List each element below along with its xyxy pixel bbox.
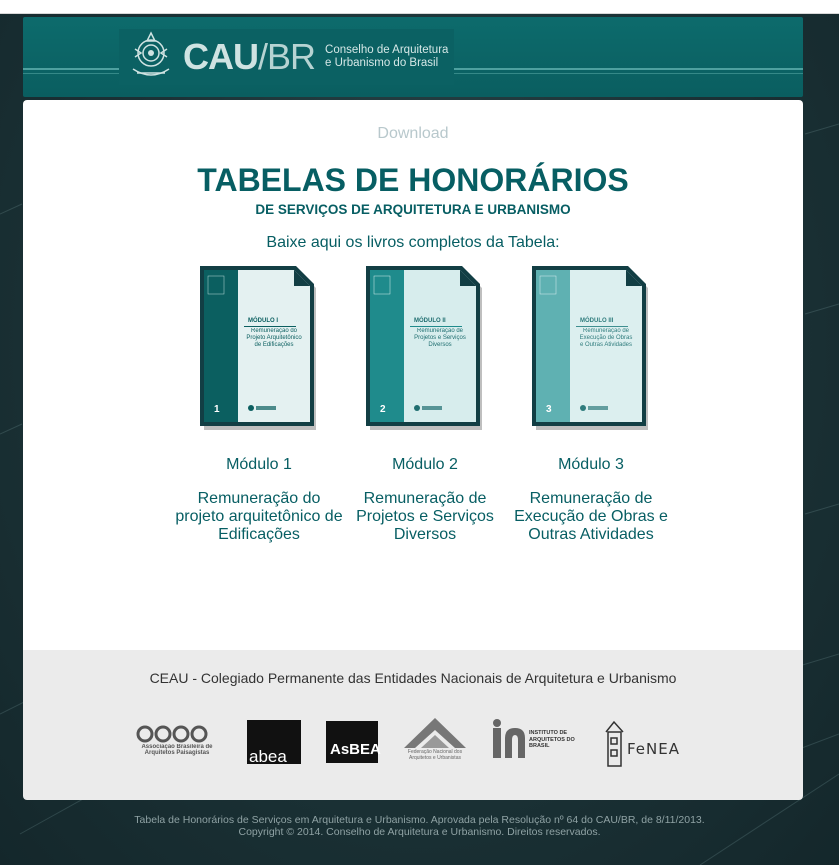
- module-1-cover-module: MÓDULO I: [248, 318, 278, 324]
- module-3-cover-text: Remuneração de Execução de Obras e Outras Atividades: [579, 328, 633, 348]
- fenea-logo[interactable]: [606, 722, 680, 766]
- asbea-logo[interactable]: [326, 721, 381, 763]
- site-header: [23, 17, 803, 97]
- brand-name: CAU/BR: [183, 36, 316, 77]
- module-2-label[interactable]: Módulo 2: [392, 456, 458, 473]
- module-2-cover-module: MÓDULO II: [414, 318, 446, 324]
- module-1-description[interactable]: Remuneração do projeto arquitetônico de Edificações: [175, 490, 343, 543]
- partner-logos: [133, 718, 703, 772]
- cau-mini-logo-icon: [248, 405, 254, 411]
- abap-text: Associação Brasileira de Arquitetos Paisagistas: [141, 744, 213, 756]
- module-2: [340, 266, 510, 544]
- module-1-cover-text: Remuneração do Projeto Arquitetônico de Edificações: [246, 328, 302, 348]
- legal-footer: [0, 814, 839, 838]
- module-2-cover-number: 2: [380, 404, 386, 415]
- page-subtitle: DE SERVIÇOS DE ARQUITETURA E URBANISMO: [255, 202, 571, 217]
- module-3-cover-module: MÓDULO III: [580, 318, 614, 324]
- legal-line-1: Tabela de Honorários de Serviços em Arquitetura e Urbanismo. Aprovada pela Resolução nº 64 do CAU/BR, de 8/11/2013.: [134, 814, 705, 826]
- legal-line-2: Copyright © 2014. Conselho de Arquitetura e Urbanismo. Direitos reservados.: [238, 826, 601, 838]
- module-3-book-cover[interactable]: [532, 266, 650, 432]
- module-1: [174, 266, 344, 544]
- fna-text: Federação Nacional dos Arquitetos e Urbanistas: [407, 749, 463, 761]
- page-title: TABELAS DE HONORÁRIOS: [197, 162, 629, 198]
- intro-text: Baixe aqui os livros completos da Tabela:: [266, 234, 560, 251]
- fenea-text: FeNEA: [627, 740, 680, 758]
- abap-logo[interactable]: [133, 727, 221, 764]
- top-strip: [0, 0, 839, 14]
- partners-footer: [23, 650, 803, 800]
- module-3-description[interactable]: Remuneração de Execução de Obras e Outras Atividades: [514, 490, 668, 543]
- module-2-description[interactable]: Remuneração de Projetos e Serviços Diversos: [356, 490, 494, 543]
- download-link[interactable]: Download: [377, 125, 449, 142]
- cau-br-logo[interactable]: [119, 29, 454, 85]
- module-2-cover-text: Remuneração de Projetos e Serviços Diversos: [414, 328, 466, 348]
- content-card: [23, 100, 803, 650]
- module-1-book-cover[interactable]: [200, 266, 318, 432]
- module-3-label[interactable]: Módulo 3: [558, 456, 624, 473]
- cau-mini-logo-icon: [414, 405, 420, 411]
- abea-text: abea: [249, 747, 287, 766]
- module-1-cover-number: 1: [214, 404, 220, 415]
- module-3-cover-number: 3: [546, 404, 552, 415]
- iab-logo[interactable]: [493, 719, 579, 760]
- ceau-text: CEAU - Colegiado Permanente das Entidades Nacionais de Arquitetura e Urbanismo: [149, 670, 677, 686]
- abea-logo[interactable]: [247, 720, 301, 766]
- brasil-seal-icon: [125, 29, 177, 85]
- brand-subtitle-line2: e Urbanismo do Brasil: [325, 57, 439, 69]
- module-3: [506, 266, 676, 544]
- module-1-label[interactable]: Módulo 1: [226, 456, 292, 473]
- module-2-book-cover[interactable]: [366, 266, 484, 432]
- fna-logo[interactable]: [399, 718, 471, 769]
- asbea-text: AsBEA: [330, 741, 381, 758]
- brand-subtitle: [325, 44, 448, 70]
- cau-mini-logo-icon: [580, 405, 586, 411]
- iab-text: INSTITUTO DE ARQUITETOS DO BRASIL: [529, 730, 575, 749]
- brand-subtitle-line1: Conselho de Arquitetura: [325, 44, 449, 56]
